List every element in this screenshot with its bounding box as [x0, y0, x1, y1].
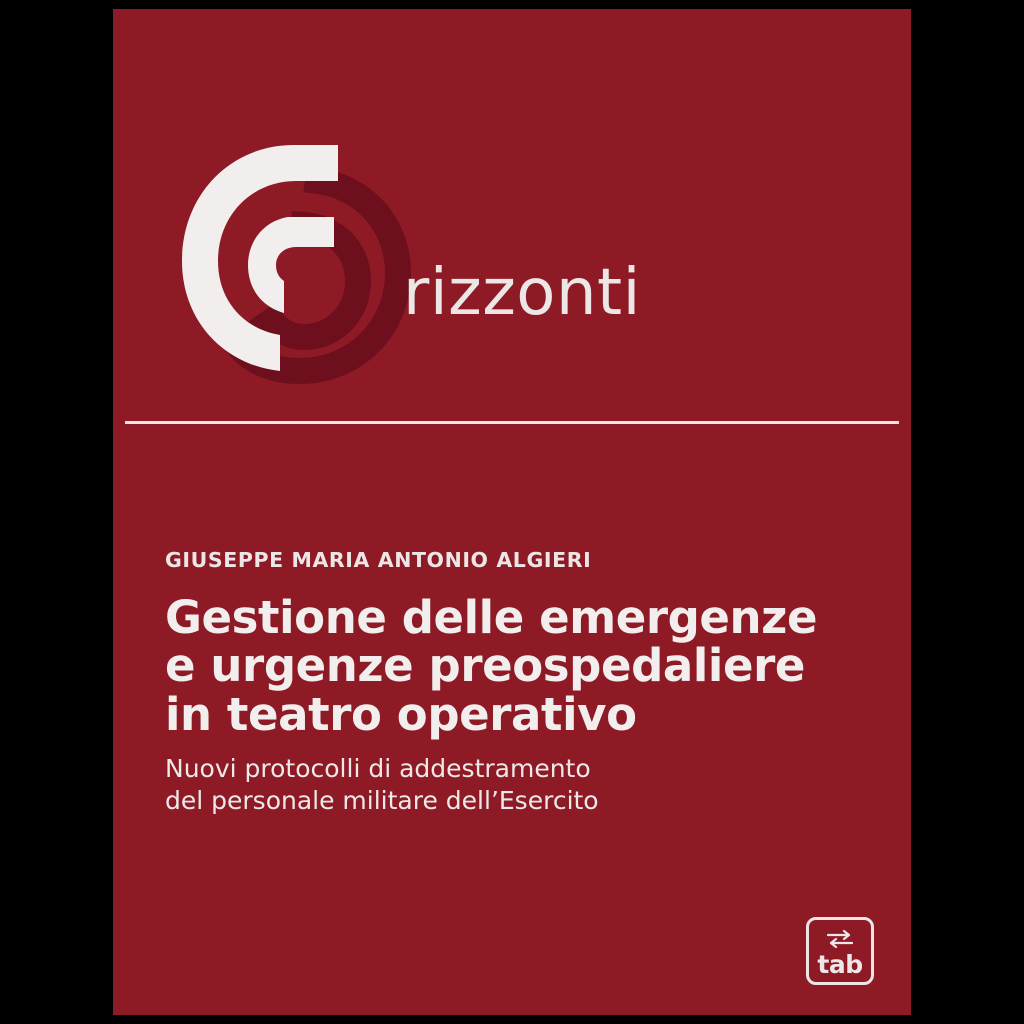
publisher-name: tab [817, 950, 863, 979]
subtitle-line-2: del personale militare dell’Esercito [165, 785, 599, 815]
double-arrow-icon [825, 930, 855, 948]
book-cover [113, 9, 911, 1015]
author-name: GIUSEPPE MARIA ANTONIO ALGIERI [165, 548, 592, 572]
cover-text-block [165, 549, 865, 816]
series-band [113, 9, 911, 421]
title-line-2: e urgenze preospedaliere [165, 639, 805, 693]
orizzonti-spiral-logo-icon [168, 121, 428, 391]
subtitle-line-1: Nuovi protocolli di addestramento [165, 754, 591, 784]
subtitle [165, 753, 865, 816]
page-title [165, 590, 865, 741]
tab-edizioni-logo-icon [806, 917, 874, 985]
title-line-1: Gestione delle emergenze [165, 590, 818, 644]
title-line-3: in teatro operativo [165, 687, 637, 741]
divider-rule [125, 421, 899, 424]
series-name: rizzonti [403, 256, 641, 330]
